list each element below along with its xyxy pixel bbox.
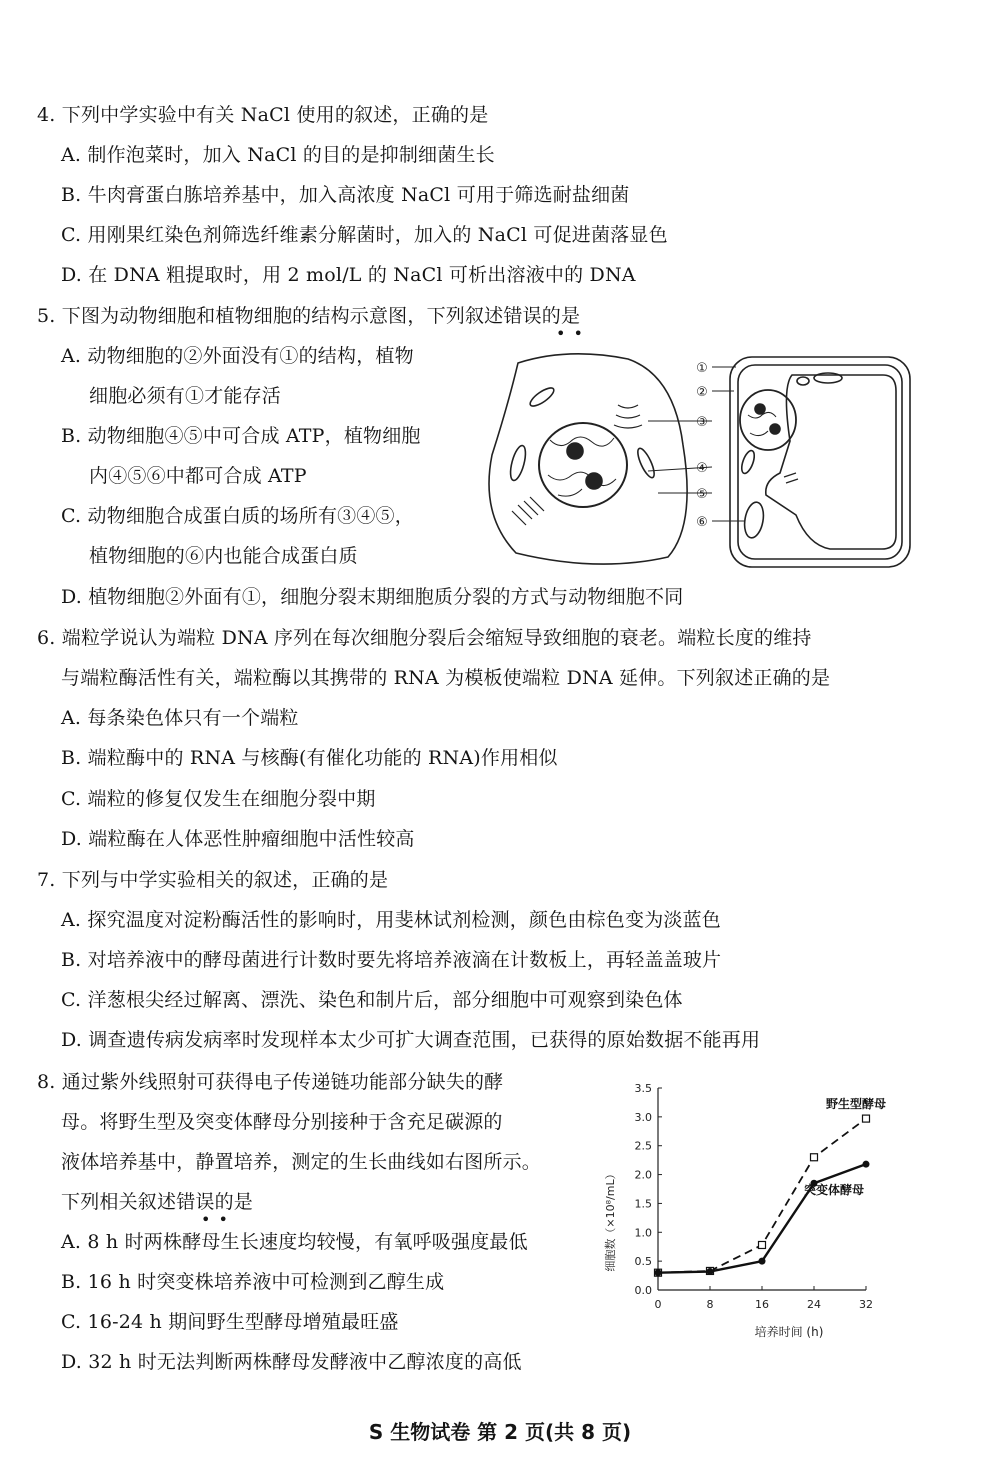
y-tick-label: 2.5 (634, 1139, 652, 1153)
series-line-mutant (658, 1164, 866, 1273)
y-tick-label: 0.0 (634, 1284, 652, 1297)
page-footer: S 生物试卷 第 2 页(共 8 页) (368, 1420, 632, 1444)
q7-option-d: D. 调查遗传病发病率时发现样本太少可扩大调查范围，已获得的原始数据不能再用 (61, 1029, 761, 1051)
y-tick-label: 1.5 (634, 1197, 652, 1211)
plant-vacuole (766, 375, 896, 549)
x-tick-label: 0 (654, 1298, 662, 1311)
q7-option-a: A. 探究温度对淀粉酶活性的影响时，用斐林试剂检测，颜色由棕色变为淡蓝色 (61, 909, 722, 931)
q6-option-b: B. 端粒酶中的 RNA 与核酶(有催化功能的 RNA)作用相似 (61, 747, 558, 769)
q5-option-d: D. 植物细胞②外面有①，细胞分裂末期细胞质分裂的方式与动物细胞不同 (61, 586, 684, 608)
data-point-mutant (863, 1161, 870, 1168)
q4-option-b: B. 牛肉膏蛋白胨培养基中，加入高浓度 NaCl 可用于筛选耐盐细菌 (61, 184, 630, 206)
marker-5: ⑤ (696, 487, 708, 502)
x-tick-label: 8 (706, 1298, 714, 1311)
q8-stem-line4: 下列相关叙述错误的是 (61, 1191, 254, 1213)
q4-option-a: A. 制作泡菜时，加入 NaCl 的目的是抑制细菌生长 (61, 144, 495, 166)
y-tick-label: 0.5 (634, 1255, 652, 1269)
q7-stem: 7. 下列与中学实验相关的叙述，正确的是 (37, 869, 389, 891)
q6-option-d: D. 端粒酶在人体恶性肿瘤细胞中活性较高 (61, 828, 415, 850)
q8-option-a: A. 8 h 时两株酵母生长速度均较慢，有氧呼吸强度最低 (61, 1231, 528, 1253)
data-point-wild-type (759, 1241, 766, 1248)
x-tick-label: 16 (755, 1298, 769, 1311)
q8-stem-line2: 母。将野生型及突变体酵母分别接种于含充足碳源的 (61, 1111, 503, 1133)
y-axis-label: 细胞数（×10⁸/mL） (604, 1168, 617, 1272)
marker-1: ① (696, 361, 708, 376)
q6-stem-line2: 与端粒酶活性有关，端粒酶以其携带的 RNA 为模板使端粒 DNA 延伸。下列叙述正确的是 (61, 667, 831, 689)
data-point-mutant (655, 1269, 662, 1276)
q5-option-b-line1: B. 动物细胞④⑤中可合成 ATP，植物细胞 (61, 425, 421, 447)
marker-4: ④ (696, 461, 708, 476)
data-point-mutant (759, 1258, 766, 1265)
q4-stem: 4. 下列中学实验中有关 NaCl 使用的叙述，正确的是 (37, 104, 489, 126)
q6-option-c: C. 端粒的修复仅发生在细胞分裂中期 (61, 788, 376, 810)
y-tick-label: 3.0 (634, 1110, 652, 1124)
q8-stem-line3: 液体培养基中，静置培养，测定的生长曲线如右图所示。 (61, 1151, 542, 1173)
q8-stem-line1: 8. 通过紫外线照射可获得电子传递链功能部分缺失的酵 (37, 1071, 504, 1093)
q5-option-c-line2: 植物细胞的⑥内也能合成蛋白质 (89, 545, 358, 567)
growth-curve-chart (590, 1070, 920, 1345)
x-tick-label: 32 (859, 1298, 873, 1311)
q5-option-c-line1: C. 动物细胞合成蛋白质的场所有③④⑤， (61, 505, 414, 527)
animal-cell-membrane (489, 354, 687, 564)
q7-option-b: B. 对培养液中的酵母菌进行计数时要先将培养液滴在计数板上，再轻盖盖玻片 (61, 949, 722, 971)
data-point-wild-type (863, 1115, 870, 1122)
q4-option-d: D. 在 DNA 粗提取时，用 2 mol/L 的 NaCl 可析出溶液中的 DNA (61, 264, 636, 286)
y-tick-label: 2.0 (634, 1168, 652, 1182)
marker-3: ③ (696, 415, 708, 430)
q5-stem: 5. 下图为动物细胞和植物细胞的结构示意图，下列叙述错误的是 (37, 305, 581, 327)
q6-option-a: A. 每条染色体只有一个端粒 (61, 707, 299, 729)
plant-chloroplast (742, 501, 766, 540)
q8-option-d: D. 32 h 时无法判断两株酵母发酵液中乙醇浓度的高低 (61, 1351, 522, 1373)
x-axis-label: 培养时间 (h) (754, 1325, 824, 1339)
marker-6: ⑥ (696, 515, 708, 530)
q8-option-b: B. 16 h 时突变株培养液中可检测到乙醇生成 (61, 1271, 445, 1293)
y-tick-label: 3.5 (634, 1082, 652, 1095)
q8-option-c: C. 16-24 h 期间野生型酵母增殖最旺盛 (61, 1311, 399, 1333)
animal-nucleus (539, 423, 627, 507)
series-label-wild-type: 野生型酵母 (826, 1097, 887, 1111)
marker-2: ② (696, 385, 708, 400)
data-point-wild-type (811, 1154, 818, 1161)
q6-stem-line1: 6. 端粒学说认为端粒 DNA 序列在每次细胞分裂后会缩短导致细胞的衰老。端粒长度的维持 (37, 627, 812, 649)
q5-option-b-line2: 内④⑤⑥中都可合成 ATP (89, 465, 307, 487)
q7-option-c: C. 洋葱根尖经过解离、漂洗、染色和制片后，部分细胞中可观察到染色体 (61, 989, 683, 1011)
cell-structure-diagram (478, 345, 918, 580)
q8-emphasis-dots: •• (201, 1210, 236, 1229)
data-point-mutant (707, 1268, 714, 1275)
y-tick-label: 1.0 (634, 1226, 652, 1240)
series-label-mutant: 突变体酵母 (804, 1183, 865, 1197)
q5-option-a-line2: 细胞必须有①才能存活 (89, 385, 282, 407)
q5-emphasis-dots: •• (556, 324, 591, 343)
q5-option-a-line1: A. 动物细胞的②外面没有①的结构，植物 (61, 345, 414, 367)
x-tick-label: 24 (807, 1298, 821, 1311)
q4-option-c: C. 用刚果红染色剂筛选纤维素分解菌时，加入的 NaCl 可促进菌落显色 (61, 224, 668, 246)
